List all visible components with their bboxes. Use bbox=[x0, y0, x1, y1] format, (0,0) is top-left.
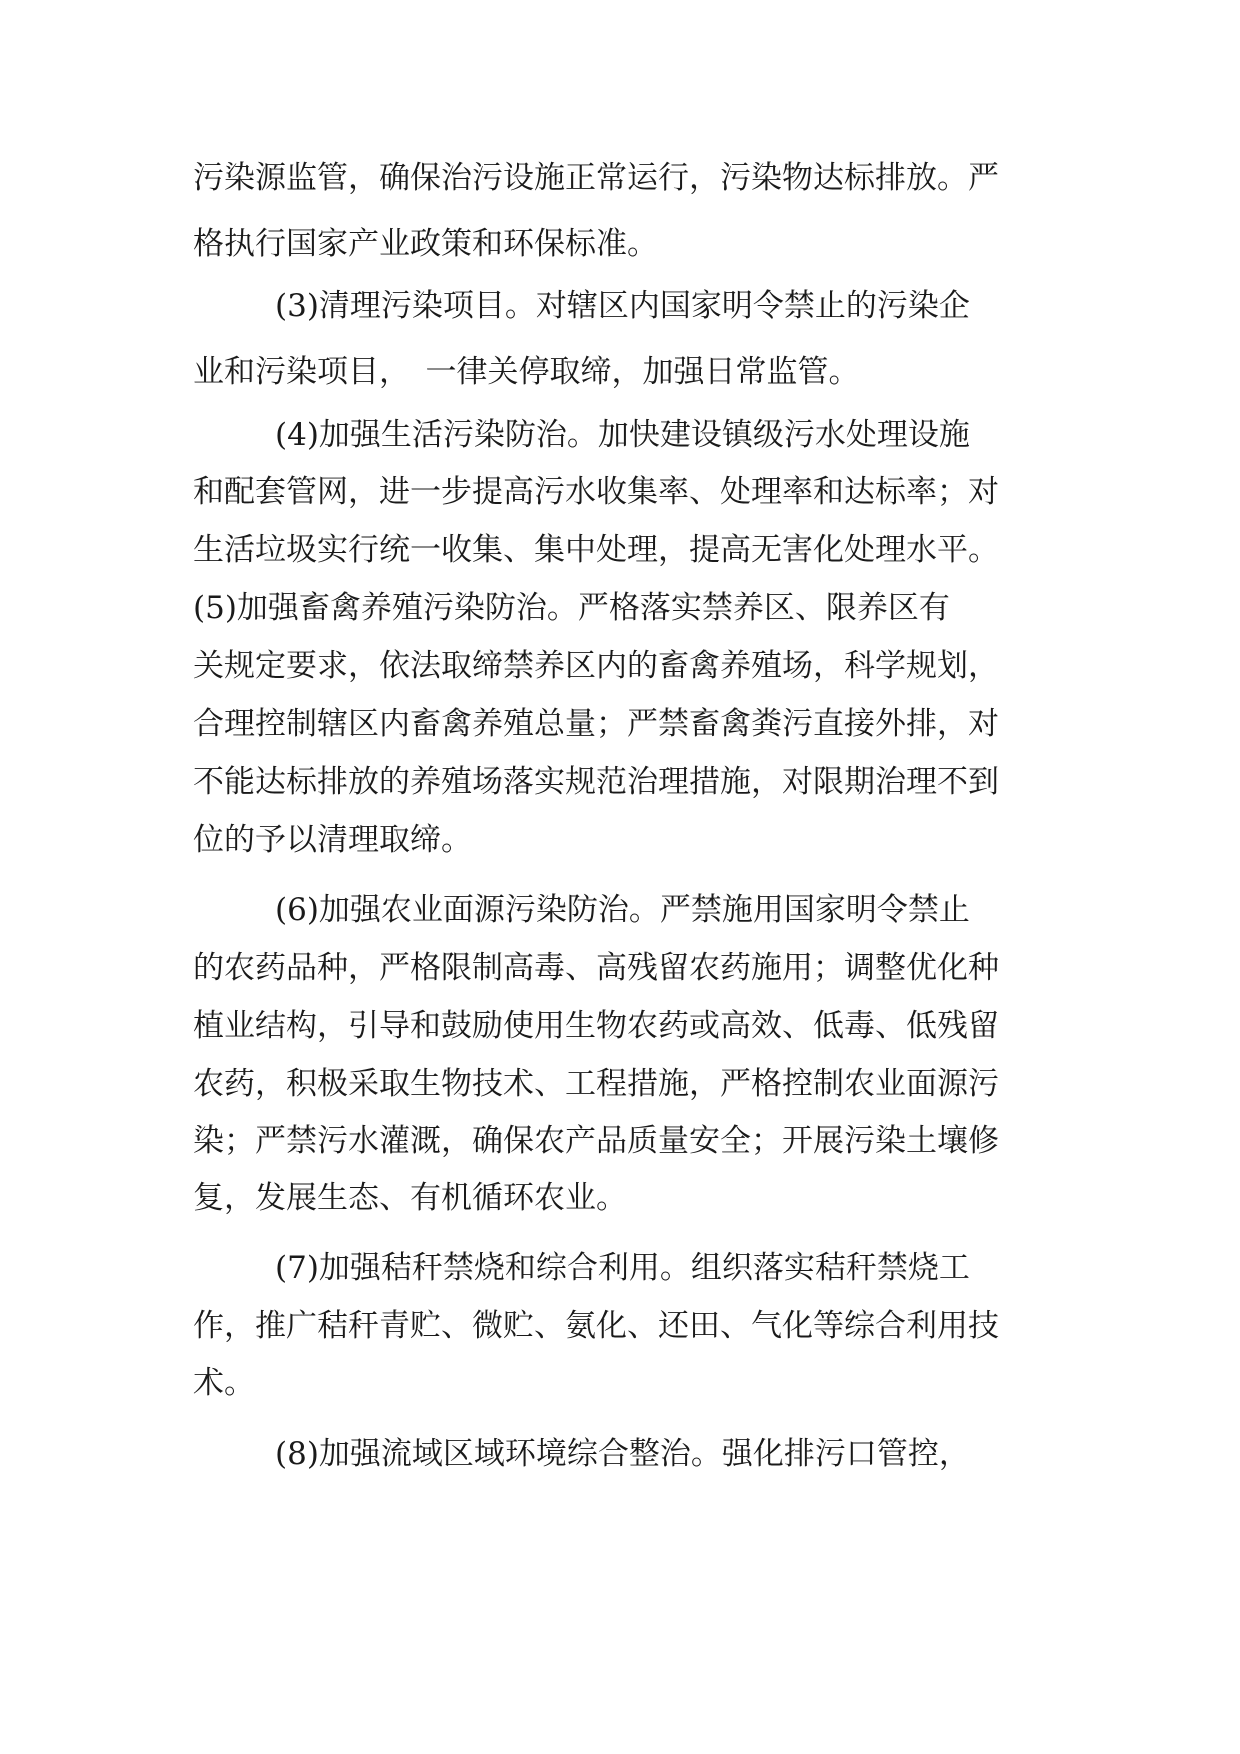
text-line: 生活垃圾实行统一收集、集中处理，提高无害化处理水平。 bbox=[193, 532, 999, 568]
text-line: 农药，积极采取生物技术、工程措施，严格控制农业面源污 bbox=[193, 1066, 999, 1102]
text-line: (4)加强生活污染防治。加快建设镇级污水处理设施 bbox=[275, 417, 970, 453]
text-line: 业和污染项目， 一律关停取缔，加强日常监管。 bbox=[193, 354, 860, 390]
text-line: 位的予以清理取缔。 bbox=[193, 822, 472, 858]
text-line: 植业结构，引导和鼓励使用生物农药或高效、低毒、低残留 bbox=[193, 1008, 999, 1044]
text-line: 复，发展生态、有机循环农业。 bbox=[193, 1180, 627, 1216]
text-line: 格执行国家产业政策和环保标准。 bbox=[193, 226, 658, 262]
text-line: 的农药品种，严格限制高毒、高残留农药施用；调整优化种 bbox=[193, 950, 999, 986]
text-line: (7)加强秸秆禁烧和综合利用。组织落实秸秆禁烧工 bbox=[275, 1250, 970, 1286]
text-line: 合理控制辖区内畜禽养殖总量；严禁畜禽粪污直接外排，对 bbox=[193, 706, 999, 742]
text-line: (3)清理污染项目。对辖区内国家明令禁止的污染企 bbox=[275, 288, 970, 324]
text-line: (8)加强流域区域环境综合整治。强化排污口管控， bbox=[275, 1436, 970, 1472]
text-line: 污染源监管，确保治污设施正常运行，污染物达标排放。严 bbox=[193, 160, 999, 196]
text-line: 作，推广秸秆青贮、微贮、氨化、还田、气化等综合利用技 bbox=[193, 1308, 999, 1344]
text-line: 染；严禁污水灌溉，确保农产品质量安全；开展污染土壤修 bbox=[193, 1123, 999, 1159]
text-line: 和配套管网，进一步提高污水收集率、处理率和达标率；对 bbox=[193, 474, 999, 510]
text-line: (6)加强农业面源污染防治。严禁施用国家明令禁止 bbox=[275, 892, 970, 928]
text-line: (5)加强畜禽养殖污染防治。严格落实禁养区、限养区有 bbox=[193, 590, 950, 626]
text-line: 不能达标排放的养殖场落实规范治理措施，对限期治理不到 bbox=[193, 764, 999, 800]
text-line: 术。 bbox=[193, 1365, 255, 1401]
text-line: 关规定要求，依法取缔禁养区内的畜禽养殖场，科学规划， bbox=[193, 648, 999, 684]
